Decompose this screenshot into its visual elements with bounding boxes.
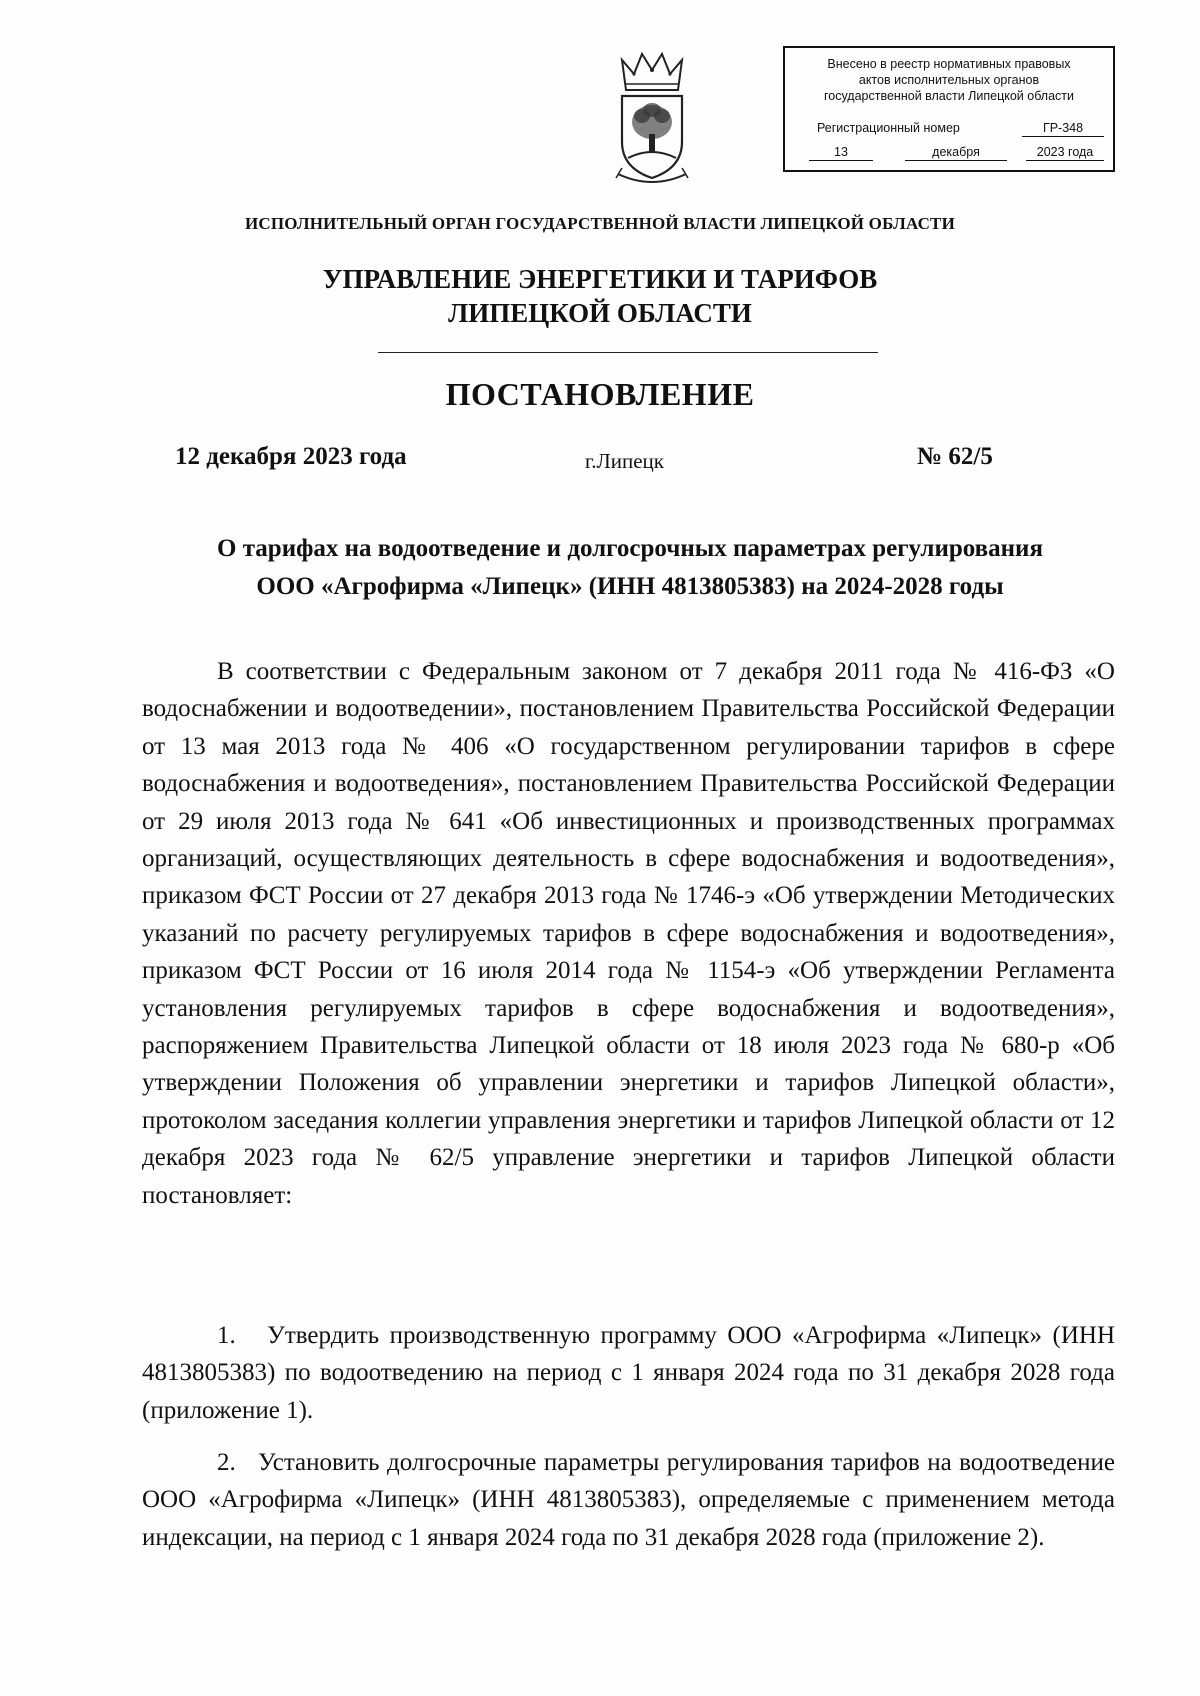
- coat-of-arms-icon: [612, 50, 692, 190]
- registry-stamp: [783, 46, 1115, 172]
- resolution-item-2: 2. Установить долгосрочные параметры регулирования тарифов на водоотведение ООО «Агрофирма «Липецк» (ИНН 4813805383), определяемые с применением метода индексации, на период с 1 января 2024 года по 31 декабря 2028 года (приложение 2).: [142, 1449, 1115, 1551]
- stamp-day: 13: [809, 144, 873, 161]
- document-type: ПОСТАНОВЛЕНИЕ: [445, 376, 755, 412]
- issuing-authority: ИСПОЛНИТЕЛЬНЫЙ ОРГАН ГОСУДАРСТВЕННОЙ ВЛАСТИ ЛИПЕЦКОЙ ОБЛАСТИ: [244, 214, 956, 233]
- header-divider: [378, 352, 878, 353]
- preamble-paragraph: В соответствии с Федеральным законом от 7 декабря 2011 года № 416-ФЗ «О водоснабжении и водоотведении», постановлением Правительства Российской Федерации от 13 мая 2013 года № 406 «О государственном регулировании тарифов в сфере водоснабжения и водоотведения», постановлением Правительства Российской Федерации от 29 июля 2013 года № 641 «Об инвестиционных и производственных программах организаций, осуществляющих деятельность в сфере водоснабжения и водоотведения», приказом ФСТ России от 27 декабря 2013 года № 1746-э «Об утверждении Методических указаний по расчету регулируемых тарифов в сфере водоснабжения и водоотведения», приказом ФСТ России от 16 июля 2014 года № 1154-э «Об утверждении Регламента установления регулируемых тарифов в сфере водоснабжения и водоотведения», распоряжением Правительства Липецкой области от 18 июля 2023 года № 680-р «Об утверждении Положения об управлении энергетики и тарифов Липецкой области», протоколом заседания коллегии управления энергетики и тарифов Липецкой области от 12 декабря 2023 года № 62/5 управление энергетики и тарифов Липецкой области постановляет:: [142, 658, 1115, 1209]
- document-city: г.Липецк: [585, 449, 664, 473]
- department-name-line-1: УПРАВЛЕНИЕ ЭНЕРГЕТИКИ И ТАРИФОВ: [322, 264, 878, 294]
- document-title-line-1: О тарифах на водоотведение и долгосрочных параметрах регулирования: [217, 535, 1043, 562]
- stamp-year: 2023 года: [1026, 144, 1104, 161]
- stamp-date-row: [795, 144, 1103, 164]
- document-number: № 62/5: [917, 443, 993, 470]
- department-name-line-2: ЛИПЕЦКОЙ ОБЛАСТИ: [448, 298, 752, 328]
- department-name: [0, 262, 1200, 330]
- document-date: 12 декабря 2023 года: [175, 443, 407, 470]
- stamp-line-1: Внесено в реестр нормативных правовых: [827, 57, 1071, 71]
- stamp-month: декабря: [905, 144, 1007, 161]
- document-title: [100, 530, 1160, 606]
- document-title-line-2: ООО «Агрофирма «Липецк» (ИНН 4813805383) на 2024-2028 годы: [256, 573, 1004, 600]
- stamp-registration-row: [795, 120, 1103, 140]
- stamp-line-3: государственной власти Липецкой области: [823, 89, 1075, 103]
- resolution-item-1: 1. Утвердить производственную программу ООО «Агрофирма «Липецк» (ИНН 4813805383) по водоотведению на период с 1 января 2024 года по 31 декабря 2028 года (приложение 1).: [142, 1322, 1115, 1424]
- stamp-line-2: актов исполнительных органов: [858, 73, 1040, 87]
- stamp-registration-label: Регистрационный номер: [817, 121, 960, 135]
- stamp-registration-number: ГР-348: [1022, 120, 1104, 137]
